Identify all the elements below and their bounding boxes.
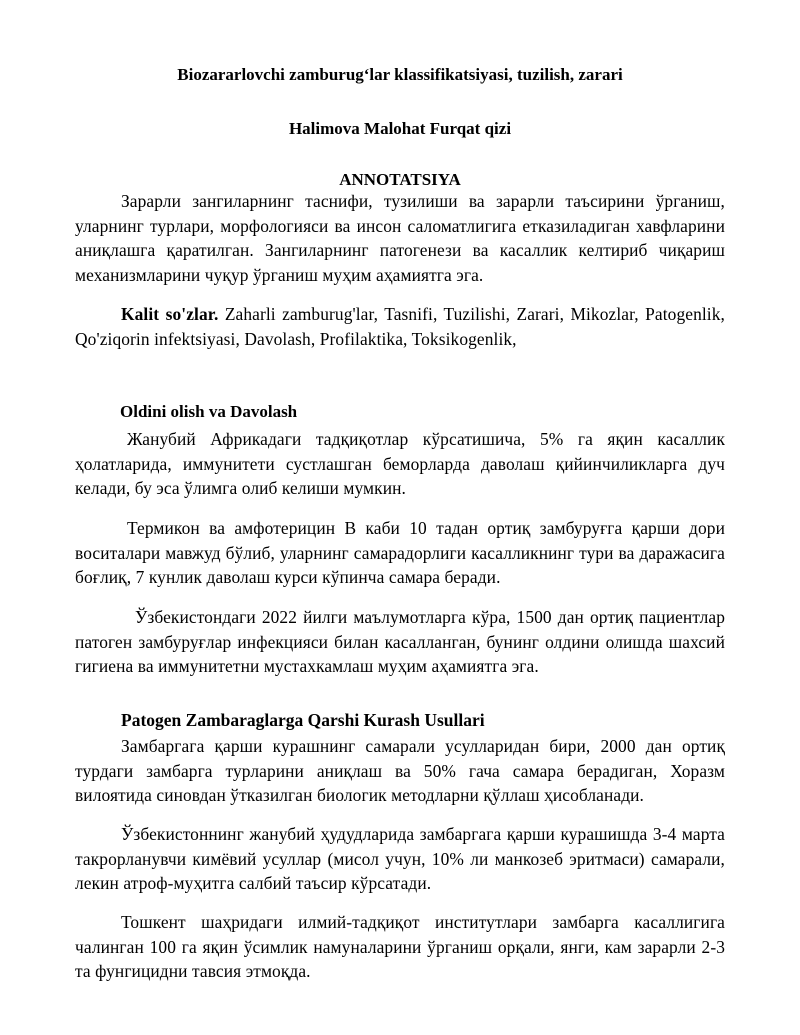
section-paragraph: Ўзбекистондаги 2022 йилги маълумотларга кўра, 1500 дан ортиқ пациентлар патоген замбуруғлар инфекцияси билан касалланган, бунинг олдини олишда шахсий гигиена ва иммунитетни мустахкамлаш муҳим аҳамиятга эга. (75, 607, 725, 677)
section-paragraph: Тошкент шаҳридаги илмий-тадқиқот институтлари замбарга касаллигига чалинган 100 га яқин ўсимлик намуналарини ўрганиш орқали, янги, кам зарарли 2-3 та фунгицидни тавсия этмоқда. (75, 912, 725, 982)
annotation-paragraph: Зарарли зангиларнинг таснифи, тузилиши ва зарарли таъсирини ўрганиш, уларнинг турлари, морфологияси ва инсон саломатлигига етказиладиган хавфларини аниқлашга қаратилган. Зангиларнинг патогенези ва касаллик келтириб чиқариш механизмларини чуқур ўрганиш муҳим аҳамиятга эга. (75, 191, 725, 285)
keywords-label: Kalit so'zlar. (121, 304, 219, 324)
section-paragraph: Ўзбекистоннинг жанубий ҳудудларида замбаргага қарши курашишда 3-4 марта такрорланувчи кимёвий усуллар (мисол учун, 10% ли манкозеб эритмаси) самарали, лекин атроф-муҳитга салбий таъсир кўрсатади. (75, 824, 725, 894)
keywords-paragraph (75, 302, 725, 351)
section-heading: Patogen Zambaraglarga Qarshi Kurash Usullari (121, 710, 485, 730)
section-paragraph: Термикон ва амфотерицин В каби 10 тадан ортиқ замбуруғга қарши дори воситалари мавжуд бўлиб, уларнинг самарадорлиги касалликнинг тури ва даражасига боғлиқ, 7 кунлик даволаш курси кўпинча самара беради. (75, 518, 725, 588)
document-title: Biozararlovchi zamburug‘lar klassifikatsiyasi, tuzilish, zarari (177, 65, 623, 84)
section-paragraph: Жанубий Африкадаги тадқиқотлар кўрсатишича, 5% га яқин касаллик ҳолатларида, иммунитети сустлашган беморларда даволаш қийинчиликларга дуч келади, бу эса ўлимга олиб келиши мумкин. (75, 429, 725, 499)
annotation-heading: ANNOTATSIYA (339, 170, 461, 189)
keywords-list: Zaharli zamburug'lar, Tasnifi, Tuzilishi, Zarari, Mikozlar, Patogenlik, Qo'ziqorin infektsiyasi, Davolash, Profilaktika, Toksikogenlik, (75, 304, 725, 349)
section-paragraph: Замбаргага қарши курашнинг самарали усулларидан бири, 2000 дан ортиқ турдаги замбарга турларини аниқлаш ва 50% гача самара берадиган, Хоразм вилоятида синовдан ўтказилган биологик методларни қўллаш ҳисобланади. (75, 736, 725, 806)
section-heading: Oldini olish va Davolash (120, 402, 298, 421)
author-name: Halimova Malohat Furqat qizi (288, 119, 512, 138)
